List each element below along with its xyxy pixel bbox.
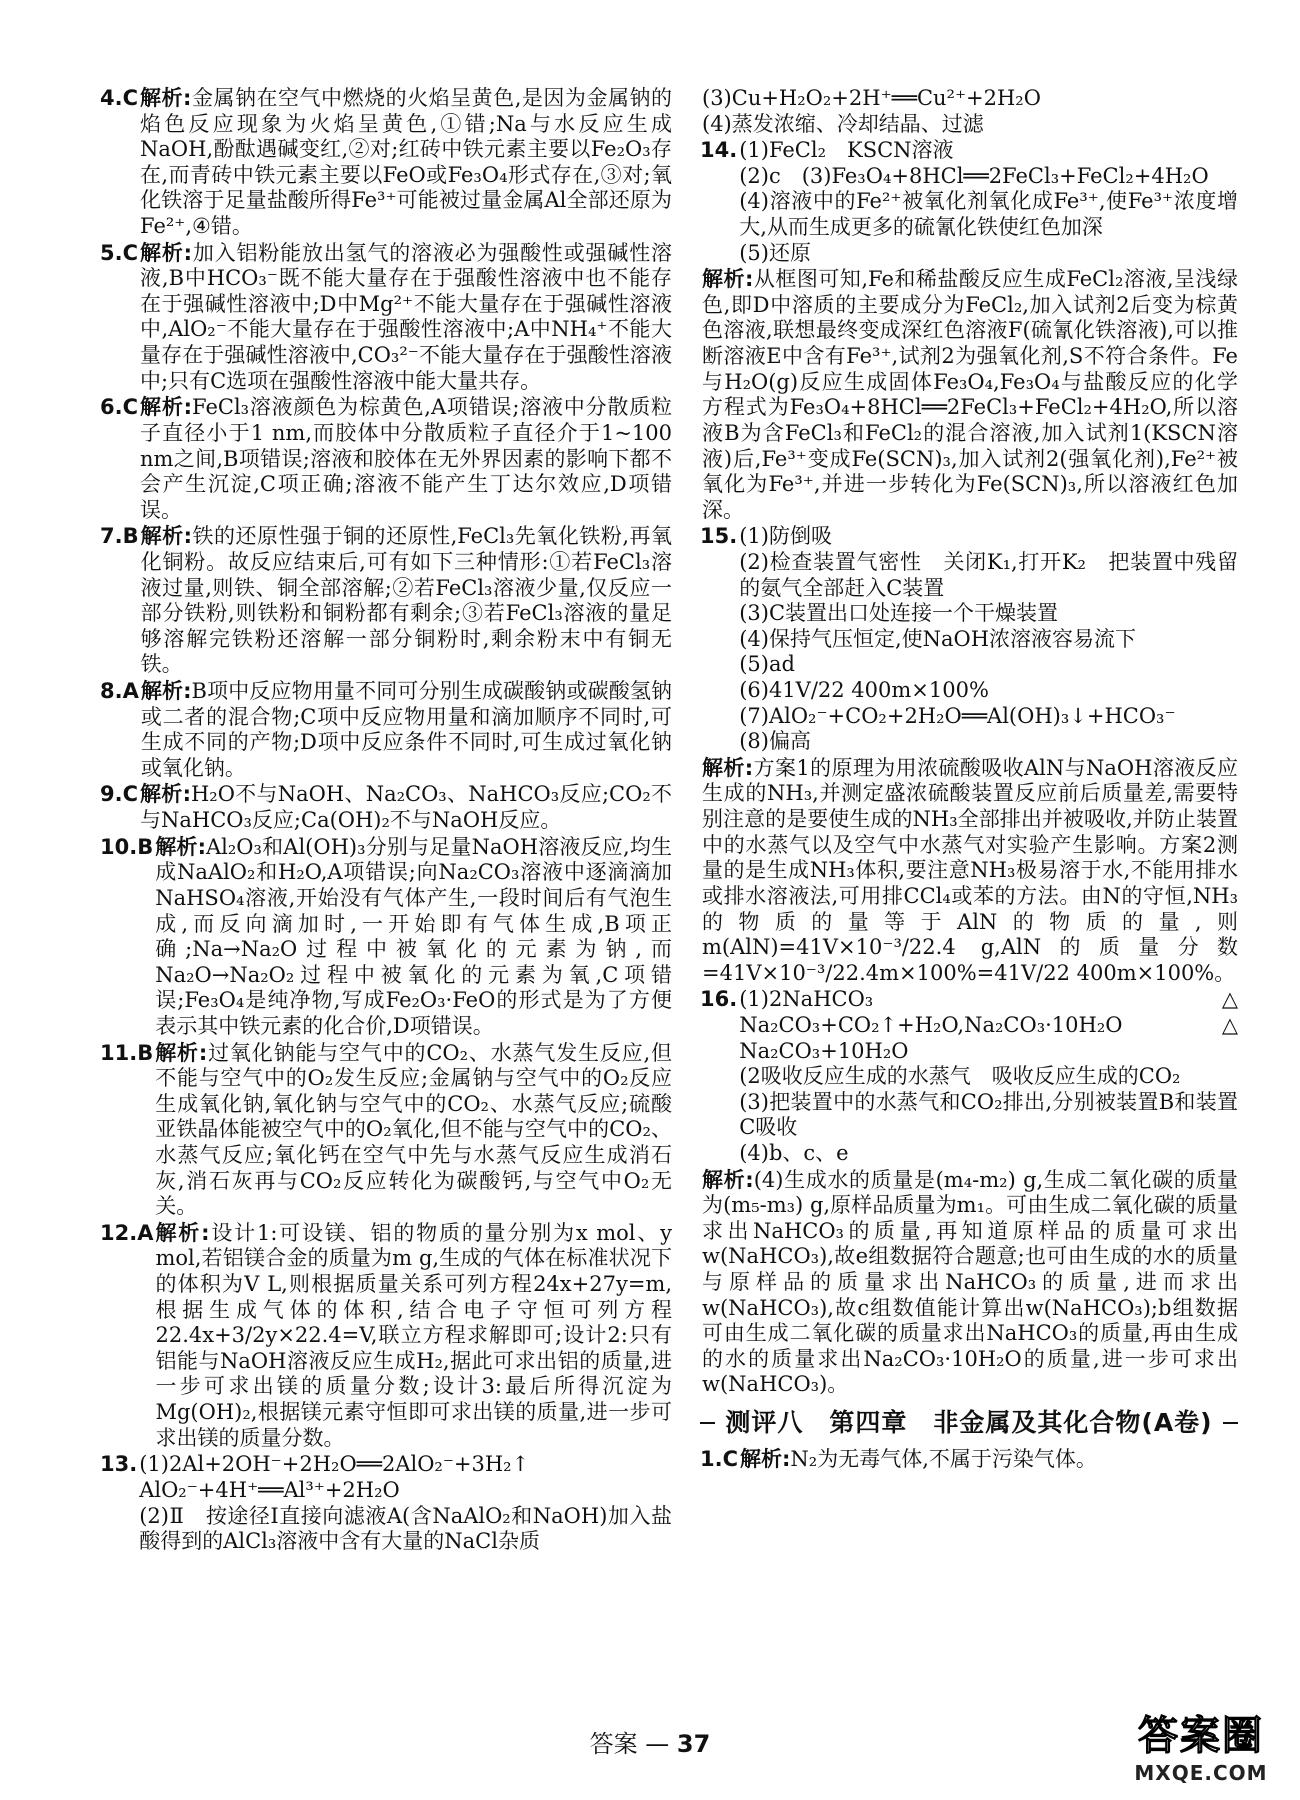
question-number: 6.C: [100, 395, 139, 420]
answer-item: [100, 679, 672, 781]
answer-line: [702, 1168, 1238, 1398]
question-number: 8.A: [100, 679, 139, 704]
analysis-tag: 解析: [140, 240, 184, 265]
analysis-tag: 解析: [140, 86, 184, 110]
answer-text: AlO₂⁻+4H⁺══Al³⁺+2H₂O: [139, 1477, 400, 1502]
analysis-tag: 解析: [702, 755, 745, 780]
answer-item: [100, 524, 672, 678]
answer-text: 铁的还原性强于铜的还原性,FeCl₃先氧化铁粉,再氧化铜粉。故反应结束后,可有如下三种情形:①若FeCl₃溶液过量,则铁、铜全部溶解;②若FeCl₃溶液少量,仅反应一部分铁粉,则铁粉和铜粉都有剩余;③若FeCl₃溶液的量足够溶解完铁粉还溶解一部分铜粉时,剩余粉末中有铜无铁。: [140, 524, 673, 677]
answer-body: [155, 1041, 672, 1220]
answer-item: [700, 987, 1238, 1166]
answer-line: [141, 679, 672, 781]
analysis-tag: 解析: [702, 1167, 746, 1192]
answer-item: [100, 395, 672, 523]
answer-body: [141, 679, 672, 781]
answer-body: [140, 86, 672, 240]
answer-line: [739, 189, 1238, 240]
answer-body: [739, 138, 1238, 266]
analysis-colon: :: [745, 1167, 754, 1192]
answer-line: [739, 678, 1238, 704]
answer-text: (1)2NaHCO₃ △ Na₂CO₃+CO₂↑+H₂O,Na₂CO₃·10H₂O △ Na₂CO₃+10H₂O: [739, 987, 1238, 1063]
question-number: 12.A: [100, 1220, 154, 1245]
right-items: [700, 86, 1238, 1398]
answer-line: [739, 652, 1238, 678]
answer-line: [702, 112, 1238, 138]
answer-line: [140, 395, 672, 523]
answer-body: [740, 1447, 1238, 1473]
answer-item: [700, 1168, 1238, 1398]
answer-body: [141, 524, 672, 678]
answer-text: 金属钠在空气中燃烧的火焰呈黄色,是因为金属钠的焰色反应现象为火焰呈黄色,①错;Na与水反应生成NaOH,酚酞遇碱变红,②对;红砖中铁元素主要以Fe₂O₃存在,而青砖中铁元素主要以FeO或Fe₃O₄形式存在,③对;氧化铁溶于足量盐酸所得Fe³⁺可能被过量金属Al全部还原为Fe²⁺,④错。: [140, 86, 672, 239]
answer-line: [155, 1041, 672, 1220]
answer-line: [139, 1478, 672, 1504]
answer-line: [140, 86, 672, 240]
answer-item: [100, 1041, 672, 1220]
answer-body: [702, 86, 1238, 137]
answer-body: [739, 987, 1238, 1166]
answer-line: [739, 1064, 1238, 1090]
answer-text: FeCl₃溶液颜色为棕黄色,A项错误;溶液中分散质粒子直径小于1 nm,而胶体中分散质粒子直径介于1~100 nm之间,B项错误;溶液和胶体在无外界因素的影响下都不会产生沉淀,C项正确;溶液不能产生丁达尔效应,D项错误。: [140, 395, 673, 522]
answer-item: [700, 86, 1238, 137]
answer-line: [702, 86, 1238, 112]
left-column: [100, 86, 672, 1556]
answer-line: [739, 1090, 1238, 1141]
analysis-colon: :: [744, 755, 754, 780]
question-number: 7.B: [100, 524, 139, 549]
answer-line: [739, 601, 1238, 627]
answer-line: [739, 550, 1238, 601]
section-title: 测评八 第四章 非金属及其化合物(A卷): [725, 1408, 1213, 1438]
analysis-tag: 解析: [702, 267, 745, 292]
question-number: 13.: [100, 1452, 138, 1477]
answer-text: (6)41V/22 400m×100%: [739, 678, 989, 703]
answer-text: H₂O不与NaOH、Na₂CO₃、NaHCO₃反应;CO₂不与NaHCO₃反应;Ca(OH)₂不与NaOH反应。: [140, 782, 673, 833]
answer-line: [139, 1452, 672, 1478]
answer-text: 过氧化钠能与空气中的CO₂、水蒸气发生反应,但不能与空气中的O₂发生反应;金属钠与空气中的O₂反应生成氧化钠,氧化钠与空气中的CO₂、水蒸气反应;硫酸亚铁晶体能被空气中的O₂氧化,但不能与空气中的CO₂、水蒸气反应;氧化钙在空气中先与水蒸气反应生成消石灰,消石灰再与CO₂反应转化为碳酸钙,与空气中O₂无关。: [155, 1040, 672, 1219]
answer-line: [140, 782, 672, 833]
answer-line: [739, 138, 1238, 164]
question-number: 16.: [700, 987, 738, 1012]
answer-body: [155, 835, 672, 1040]
answer-text: (3)Cu+H₂O₂+2H⁺══Cu²⁺+2H₂O: [702, 86, 1041, 110]
analysis-colon: :: [201, 1220, 210, 1245]
answer-text: (4)保持气压恒定,使NaOH浓溶液容易流下: [739, 626, 1137, 651]
answer-line: [739, 627, 1238, 653]
answer-item: [100, 1221, 672, 1451]
question-number: 1.C: [700, 1446, 739, 1471]
answer-item: [700, 267, 1238, 523]
answer-line: [140, 241, 672, 395]
answer-text: (5)还原: [739, 240, 811, 265]
answer-text: 设计1:可设镁、铝的物质的量分别为x mol、y mol,若铝镁合金的质量为m g,生成的气体在标准状况下的体积为V L,则根据质量关系可列方程24x+27y=m,根据生成气体的体积,结合电子守恒可列方程22.4x+3/2y×22.4=V,联立方程求解即可;设计2:只有铝能与NaOH溶液反应生成H₂,据此可求出铝的质量,进一步可求出镁的质量分数;设计3:最后所得沉淀为Mg(OH)₂,根据镁元素守恒即可求出镁的质量,进一步可求出镁的质量分数。: [155, 1220, 672, 1450]
analysis-tag: 解析: [140, 679, 184, 704]
analysis-tag: 解析: [140, 395, 184, 420]
answer-text: (1)防倒吸: [739, 524, 832, 549]
question-number: 4.C: [100, 86, 139, 110]
answer-text: (4)生成水的质量是(m₄-m₂) g,生成二氧化碳的质量为(m₅-m₃) g,原样品质量为m₁。可由生成二氧化碳的质量求出NaHCO₃的质量,再知道原样品的质量可求出w(NaHCO₃),故e组数据符合题意;也可由生成的水的质量与原样品的质量求出NaHCO₃的质量,进而求出w(NaHCO₃),故c组数值能计算出w(NaHCO₃);b组数据可由生成二氧化碳的质量求出NaHCO₃的质量,再由生成的水的质量求出Na₂CO₃·10H₂O的质量,进一步可求出w(NaHCO₃)。: [702, 1167, 1239, 1397]
answer-text: (2)Ⅱ 按途径Ⅰ直接向滤液A(含NaAlO₂和NaOH)加入盐酸得到的AlCl₃溶液中含有大量的NaCl杂质: [139, 1503, 672, 1554]
answer-text: (2)检查装置气密性 关闭K₁,打开K₂ 把装置中残留的氨气全部赶入C装置: [739, 549, 1238, 600]
answer-item: [100, 86, 672, 240]
question-number: 9.C: [100, 782, 139, 807]
answer-text: (4)溶液中的Fe²⁺被氧化剂氧化成Fe³⁺,使Fe³⁺浓度增大,从而生成更多的硫氰化铁使红色加深: [739, 189, 1238, 240]
answer-text: (3)把装置中的水蒸气和CO₂排出,分别被装置B和装置C吸收: [739, 1089, 1238, 1140]
analysis-tag: 解析: [140, 782, 183, 807]
answer-text: (3)C装置出口处连接一个干燥装置: [739, 601, 1059, 626]
answer-item: [700, 1447, 1238, 1473]
right-column: [700, 86, 1238, 1473]
analysis-colon: :: [782, 1446, 791, 1471]
analysis-colon: :: [183, 524, 193, 549]
answer-text: (5)ad: [739, 652, 795, 677]
answer-line: [739, 241, 1238, 267]
analysis-colon: :: [183, 395, 193, 420]
question-number: 14.: [700, 138, 738, 163]
answer-body: [702, 756, 1238, 986]
answer-text: (8)偏高: [739, 729, 811, 754]
analysis-tag: 解析: [155, 1220, 202, 1245]
answer-text: (1)FeCl₂ KSCN溶液: [739, 138, 954, 163]
question-number: 15.: [700, 524, 738, 549]
answer-item: [100, 835, 672, 1040]
answer-item: [700, 138, 1238, 266]
answer-line: [739, 524, 1238, 550]
answer-text: (4)b、c、e: [739, 1140, 849, 1165]
page-number: 37: [676, 1730, 711, 1758]
answer-text: (1)2Al+2OH⁻+2H₂O══2AlO₂⁻+3H₂↑: [139, 1452, 530, 1477]
answer-body: [155, 1221, 672, 1451]
analysis-colon: :: [183, 86, 192, 110]
answer-body: [140, 241, 672, 395]
watermark-logo-text: 答案圈: [1138, 1713, 1264, 1759]
analysis-tag: 解析: [155, 1040, 199, 1065]
section-rule-right: [1223, 1422, 1238, 1424]
answer-line: [702, 756, 1238, 986]
analysis-colon: :: [198, 1040, 208, 1065]
answer-text: (7)AlO₂⁻+CO₂+2H₂O══Al(OH)₃↓+HCO₃⁻: [739, 703, 1176, 728]
answer-body: [140, 395, 672, 523]
question-number: 11.B: [100, 1040, 154, 1065]
answer-line: [739, 164, 1238, 190]
answer-line: [739, 987, 1238, 1064]
answer-line: [155, 1221, 672, 1451]
answer-line: [155, 835, 672, 1040]
site-watermark: [1116, 1704, 1286, 1788]
question-number: 5.C: [100, 240, 139, 265]
analysis-colon: :: [183, 679, 192, 704]
answer-line: [739, 1141, 1238, 1167]
answer-text: 方案1的原理为用浓硫酸吸收AlN与NaOH溶液反应生成的NH₃,并测定盛浓硫酸装置反应前后质量差,需要特别注意的是要使生成的NH₃全部排出并被吸收,并防止装置中的水蒸气以及空气中水蒸气对实验产生影响。方案2测量的是生成NH₃体积,要注意NH₃极易溶于水,不能用排水或排水溶液法,可用排CCl₄或苯的方法。由N的守恒,NH₃的物质的量等于AlN的物质的量,则m(AlN)=41V×10⁻³/22.4 g,AlN的质量分数=41V×10⁻³/22.4m×100%=41V/22 400m×100%。: [702, 755, 1238, 985]
analysis-tag: 解析: [740, 1446, 783, 1471]
analysis-colon: :: [197, 834, 206, 859]
answer-text: 加入铝粉能放出氢气的溶液必为强酸性或强碱性溶液,B中HCO₃⁻既不能大量存在于强酸性溶液中也不能存在于强碱性溶液中;D中Mg²⁺不能大量存在于强碱性溶液中,AlO₂⁻不能大量存在于强酸性溶液中;A中NH₄⁺不能大量存在于强碱性溶液中,CO₃²⁻不能大量存在于强酸性溶液中;只有C选项在强酸性溶液中能大量共存。: [140, 240, 673, 393]
answer-text: (2吸收反应生成的水蒸气 吸收反应生成的CO₂: [739, 1064, 1181, 1089]
answer-body: [739, 524, 1238, 754]
analysis-tag: 解析: [155, 834, 198, 859]
answer-line: [702, 267, 1238, 523]
answer-text: 从框图可知,Fe和稀盐酸反应生成FeCl₂溶液,呈浅绿色,即D中溶质的主要成分为FeCl₂,加入试剂2后变为棕黄色溶液,联想最终变成深红色溶液F(硫氰化铁溶液),可以推断溶液E中含有Fe³⁺,试剂2为强氧化剂,S不符合条件。Fe与H₂O(g)反应生成固体Fe₃O₄,Fe₃O₄与盐酸反应的化学方程式为Fe₃O₄+8HCl══2FeCl₃+FeCl₂+4H₂O,所以溶液B为含FeCl₃和FeCl₂的混合溶液,加入试剂1(KSCN溶液)后,Fe³⁺变成Fe(SCN)₃,加入试剂2(强氧化剂),Fe²⁺被氧化为Fe³⁺,并进一步转化为Fe(SCN)₃,所以溶液红色加深。: [702, 267, 1239, 522]
answer-text: Al₂O₃和Al(OH)₃分别与足量NaOH溶液反应,均生成NaAlO₂和H₂O,A项错误;向Na₂CO₃溶液中逐滴滴加NaHSO₄溶液,开始没有气体产生,一段时间后有气泡生成,而反向滴加时,一开始即有气体生成,B项正确;Na→Na₂O过程中被氧化的元素为钠,而Na₂O→Na₂O₂过程中被氧化的元素为氧,C项错误;Fe₃O₄是纯净物,写成Fe₂O₃·FeO的形式是为了方便表示其中铁元素的化合价,D项错误。: [155, 834, 673, 1038]
answer-body: [139, 1452, 672, 1554]
answer-text: (4)蒸发浓缩、冷却结晶、过滤: [702, 111, 984, 136]
page-footer: [0, 1724, 1300, 1759]
answer-line: [739, 704, 1238, 730]
section-rule-left: [700, 1422, 715, 1424]
answer-text: (2)c (3)Fe₃O₄+8HCl══2FeCl₃+FeCl₂+4H₂O: [739, 163, 1209, 188]
question-number: 10.B: [100, 834, 154, 859]
answer-body: [140, 782, 672, 833]
section-header: [700, 1408, 1238, 1439]
answer-line: [139, 1504, 672, 1555]
answer-item: [700, 756, 1238, 986]
analysis-text: N₂为无毒气体,不属于污染气体。: [790, 1446, 1097, 1471]
footer-label: 答案 —: [589, 1730, 677, 1758]
answer-text: B项中反应物用量不同可分别生成碳酸钠或碳酸氢钠或二者的混合物;C项中反应物用量和滴加顺序不同时,可生成不同的产物;D项中反应条件不同时,可生成过氧化钠或氧化钠。: [140, 679, 672, 780]
answer-item: [700, 524, 1238, 754]
answer-body: [702, 267, 1238, 523]
answer-item: [100, 1452, 672, 1554]
analysis-colon: :: [745, 267, 754, 292]
analysis-colon: :: [182, 782, 191, 807]
answer-item: [100, 241, 672, 395]
answer-item: [100, 782, 672, 833]
answer-line: [141, 524, 672, 678]
answer-body: [702, 1168, 1238, 1398]
analysis-tag: 解析: [140, 524, 184, 549]
analysis-colon: :: [183, 240, 193, 265]
watermark-url: MXQE.COM: [1134, 1761, 1268, 1785]
answer-line: [739, 729, 1238, 755]
